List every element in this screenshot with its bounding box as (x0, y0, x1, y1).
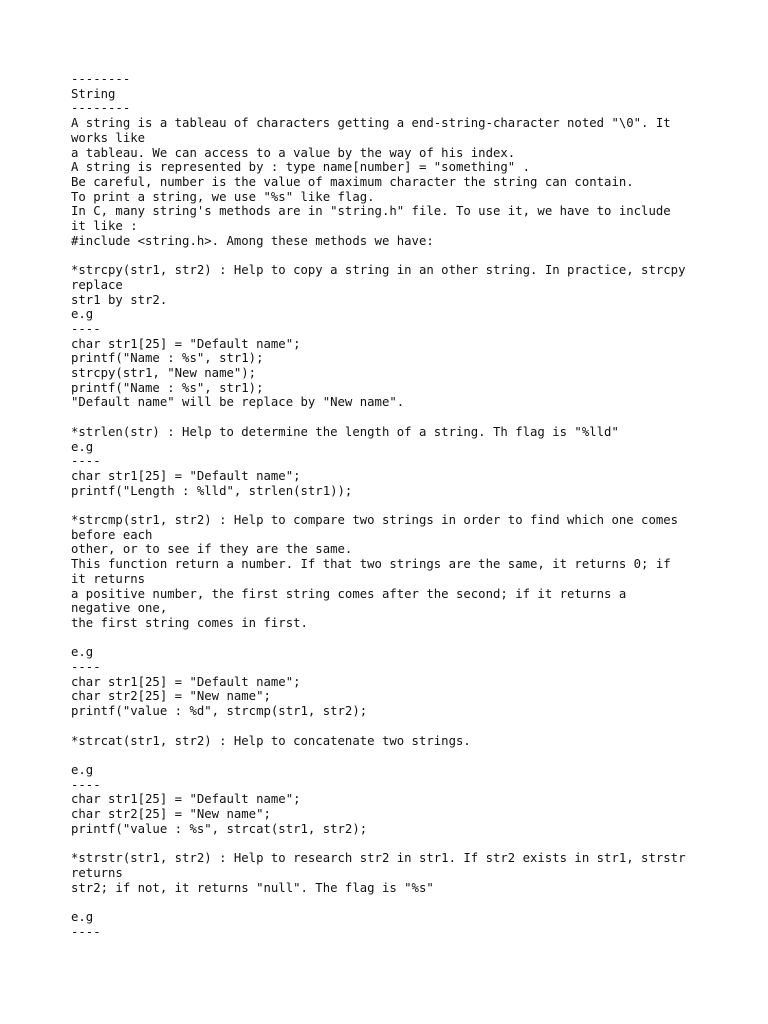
document-line: e.g (71, 307, 94, 322)
document-line: A string is represented by : type name[number] = "something" . (71, 160, 531, 175)
document-line: e.g (71, 645, 94, 660)
document-line: char str2[25] = "New name"; (71, 807, 271, 822)
document-line: printf("value : %s", strcat(str1, str2); (71, 821, 368, 836)
document-line: char str1[25] = "Default name"; (71, 792, 301, 807)
document-line: e.g (71, 909, 94, 924)
document-line: works like (71, 130, 146, 145)
document-line: String (71, 86, 116, 101)
document-line: ---- (71, 454, 101, 469)
document-line: str1 by str2. (71, 292, 168, 307)
document-line: the first string comes in first. (71, 615, 308, 630)
document-line: *strcpy(str1, str2) : Help to copy a string in an other string. In practice, strcpy (71, 263, 686, 278)
document-line (71, 410, 731, 425)
document-line: ---- (71, 924, 101, 939)
document-line (71, 895, 731, 910)
document-line: *strstr(str1, str2) : Help to research str2 in str1. If str2 exists in str1, strstr (71, 851, 686, 866)
document-line: *strlen(str) : Help to determine the length of a string. Th flag is "%lld" (71, 424, 619, 439)
document-line (71, 836, 731, 851)
document-line: A string is a tableau of characters getting a end-string-character noted "\0". It (71, 116, 671, 131)
document-line (71, 248, 731, 263)
document-line (71, 719, 731, 734)
document-line (71, 748, 731, 763)
document-line: e.g (71, 762, 94, 777)
document-line: This function return a number. If that two strings are the same, it returns 0; if (71, 557, 671, 572)
document-line: negative one, (71, 601, 168, 616)
document-line: ---- (71, 660, 101, 675)
document-line: Be careful, number is the value of maximum character the string can contain. (71, 174, 634, 189)
document-line: "Default name" will be replace by "New name". (71, 395, 405, 410)
document-line (71, 498, 731, 513)
document-line: *strcat(str1, str2) : Help to concatenate two strings. (71, 733, 471, 748)
document-line (71, 631, 731, 646)
document-text (71, 72, 731, 939)
document-line: char str2[25] = "New name"; (71, 689, 271, 704)
document-line: In C, many string's methods are in "string.h" file. To use it, we have to include (71, 204, 671, 219)
document-line: other, or to see if they are the same. (71, 542, 353, 557)
document-line: it returns (71, 571, 146, 586)
document-line: ---- (71, 777, 101, 792)
document-line: -------- (71, 101, 131, 116)
document-line: printf("Length : %lld", strlen(str1)); (71, 483, 353, 498)
document-line: char str1[25] = "Default name"; (71, 674, 301, 689)
document-line: -------- (71, 72, 131, 86)
document-line: before each (71, 527, 153, 542)
document-line: strcpy(str1, "New name"); (71, 366, 257, 381)
document-line: it like : (71, 219, 138, 234)
document-line: e.g (71, 439, 94, 454)
document-line: a positive number, the first string comes after the second; if it returns a (71, 586, 627, 601)
document-line: printf("Name : %s", str1); (71, 380, 264, 395)
document-line: replace (71, 277, 123, 292)
document-line: printf("Name : %s", str1); (71, 351, 264, 366)
document-line: To print a string, we use "%s" like flag. (71, 189, 375, 204)
document-line: char str1[25] = "Default name"; (71, 336, 301, 351)
document-line: ---- (71, 321, 101, 336)
document-line: a tableau. We can access to a value by the way of his index. (71, 145, 516, 160)
document-line: *strcmp(str1, str2) : Help to compare two strings in order to find which one comes (71, 513, 679, 528)
document-line: #include <string.h>. Among these methods we have: (71, 233, 434, 248)
document-line: returns (71, 865, 123, 880)
document-line: printf("value : %d", strcmp(str1, str2); (71, 704, 368, 719)
document-line: char str1[25] = "Default name"; (71, 468, 301, 483)
document-line: str2; if not, it returns "null". The flag is "%s" (71, 880, 434, 895)
